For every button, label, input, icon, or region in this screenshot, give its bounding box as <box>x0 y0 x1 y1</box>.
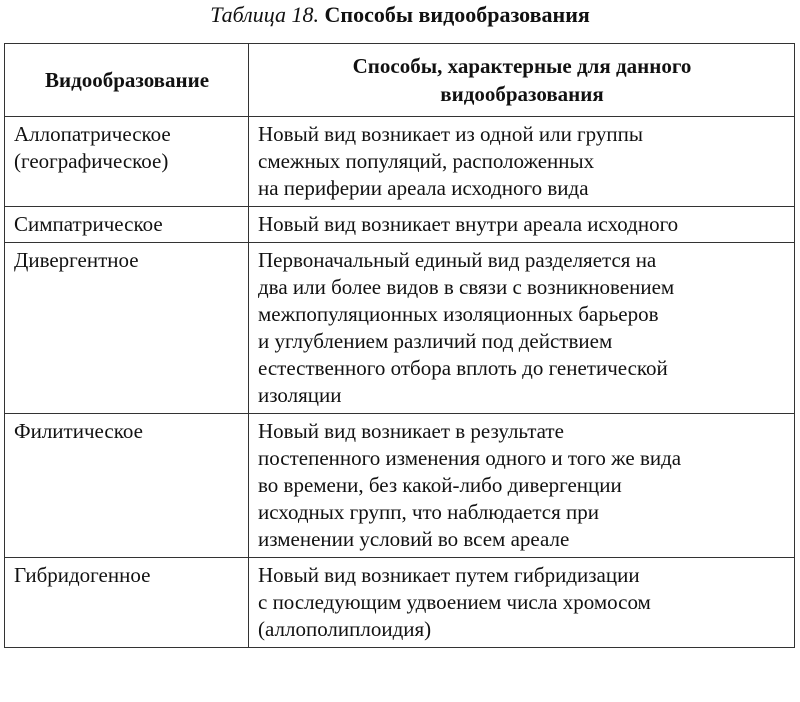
cell-line: (аллополиплоидия) <box>258 617 432 641</box>
header-methods <box>249 44 795 117</box>
speciation-type-cell <box>5 414 249 558</box>
header-line: Видообразование <box>44 68 210 92</box>
cell-line: Новый вид возникает путем гибридизации <box>258 563 640 587</box>
table-row <box>5 207 795 243</box>
cell-line: Первоначальный единый вид разделяется на <box>258 248 657 272</box>
cell-line: Новый вид возникает из одной или группы <box>258 122 643 146</box>
description-cell <box>249 414 795 558</box>
description-cell <box>249 558 795 648</box>
cell-line: с последующим удвоением числа хромосом <box>258 590 651 614</box>
cell-line: постепенного изменения одного и того же вида <box>258 446 682 470</box>
speciation-type-cell <box>5 207 249 243</box>
cell-line: Новый вид возникает внутри ареала исходного <box>258 212 679 236</box>
header-line: видообразования <box>440 82 604 106</box>
table-row <box>5 117 795 207</box>
speciation-type-cell <box>5 243 249 414</box>
speciation-table <box>4 43 795 648</box>
table-row <box>5 243 795 414</box>
cell-line: два или более видов в связи с возникновением <box>258 275 675 299</box>
speciation-type-cell <box>5 117 249 207</box>
speciation-type-cell <box>5 558 249 648</box>
table-caption <box>0 2 800 28</box>
table-row <box>5 558 795 648</box>
cell-line: (географическое) <box>14 149 169 173</box>
table-number: Таблица 18. <box>210 2 320 27</box>
cell-line: на периферии ареала исходного вида <box>258 176 589 200</box>
cell-line: естественного отбора вплоть до генетической <box>258 356 668 380</box>
cell-line: исходных групп, что наблюдается при <box>258 500 599 524</box>
cell-line: межпопуляционных изоляционных барьеров <box>258 302 659 326</box>
cell-line: Дивергентное <box>14 248 139 272</box>
header-line: Способы, характерные для данного <box>352 54 692 78</box>
header-speciation <box>5 44 249 117</box>
cell-line: изоляции <box>258 383 342 407</box>
description-cell <box>249 207 795 243</box>
table-title: Способы видообразования <box>324 2 590 27</box>
cell-line: Аллопатрическое <box>14 122 171 146</box>
table-row <box>5 414 795 558</box>
cell-line: и углублением различий под действием <box>258 329 613 353</box>
description-cell <box>249 243 795 414</box>
cell-line: во времени, без какой-либо дивергенции <box>258 473 622 497</box>
cell-line: Симпатрическое <box>14 212 163 236</box>
cell-line: изменении условий во всем ареале <box>258 527 570 551</box>
cell-line: смежных популяций, расположенных <box>258 149 595 173</box>
cell-line: Новый вид возникает в результате <box>258 419 564 443</box>
cell-line: Филитическое <box>14 419 143 443</box>
cell-line: Гибридогенное <box>14 563 151 587</box>
description-cell <box>249 117 795 207</box>
table-header-row <box>5 44 795 117</box>
